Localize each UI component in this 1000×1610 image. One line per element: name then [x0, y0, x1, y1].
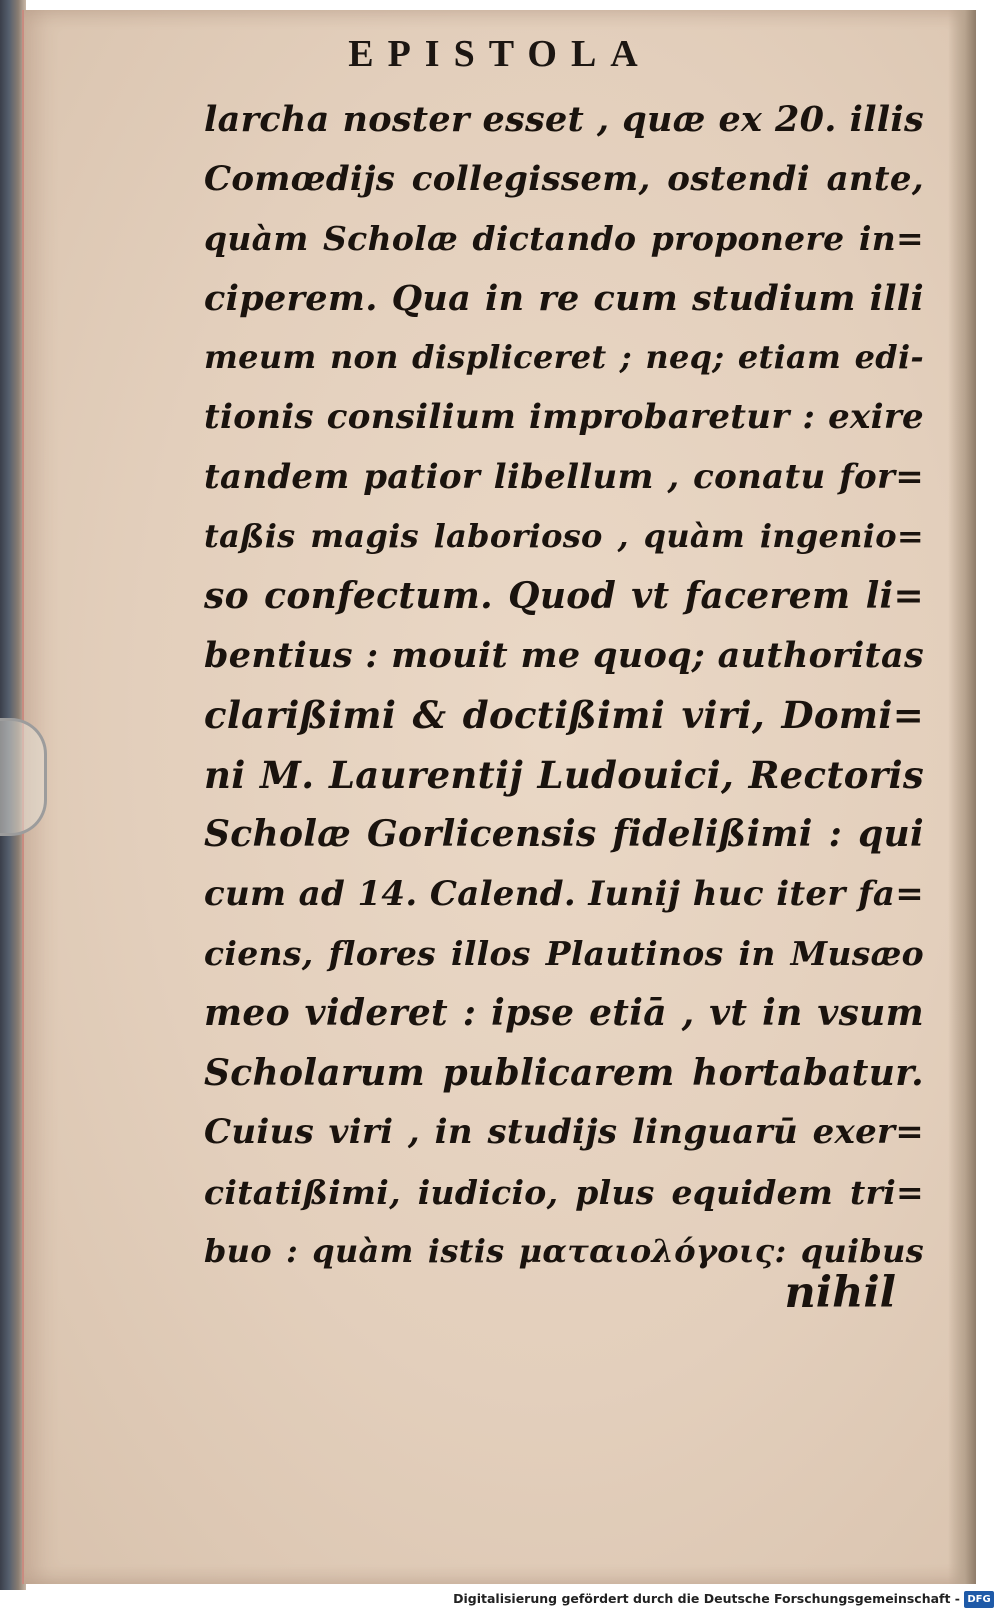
- text-line: tionis consilium improbaretur : exire: [204, 396, 924, 437]
- text-line: meo videret : ipse etiā , vt in vsum: [204, 991, 924, 1034]
- text-line: ni M. Laurentij Ludouici, Rectoris: [204, 752, 924, 797]
- text-line: Scholæ Gorlicensis fidelißimi : qui: [204, 813, 924, 856]
- text-line: bentius : mouit me quoq; authoritas: [204, 635, 924, 677]
- body-text: [204, 90, 924, 1282]
- book-page: [22, 10, 976, 1584]
- text-line: citatißimi, iudicio, plus equidem tri=: [204, 1172, 924, 1212]
- page-right-edge: [948, 10, 976, 1584]
- catchword: nihil: [784, 1268, 896, 1318]
- text-line: ciperem. Qua in re cum studium illi: [204, 277, 924, 319]
- text-line: clarißimi & doctißimi viri, Domi=: [204, 692, 924, 737]
- running-head: EPISTOLA: [348, 33, 652, 75]
- text-line: quàm Scholæ dictando proponere in=: [204, 219, 924, 259]
- text-line: ciens, flores illos Plautinos in Musæo: [204, 934, 924, 974]
- text-line: Comœdijs collegissem, ostendi ante,: [204, 158, 924, 199]
- text-line: Cuius viri , in studijs linguarū exer=: [204, 1112, 924, 1153]
- text-line: tandem patior libellum , conatu for=: [204, 456, 924, 497]
- digitization-credit: Digitalisierung gefördert durch die Deutsche Forschungsgemeinschaft -: [453, 1591, 960, 1606]
- text-line: larcha noster esset , quæ ex 20. illis: [204, 99, 924, 140]
- dfg-logo: DFG: [964, 1591, 994, 1608]
- text-line: Scholarum publicarem hortabatur.: [204, 1051, 924, 1094]
- text-line: meum non displiceret ; neq; etiam edi-: [204, 338, 924, 377]
- text-line: cum ad 14. Calend. Iunij huc iter fa=: [204, 873, 924, 914]
- page-clip: [0, 718, 47, 836]
- text-line: so confectum. Quod vt facerem li=: [204, 574, 924, 617]
- text-line: taßis magis laborioso , quàm ingenio=: [204, 517, 924, 556]
- text-line: buo : quàm istis ματαιολόγοις: quibus: [204, 1232, 924, 1271]
